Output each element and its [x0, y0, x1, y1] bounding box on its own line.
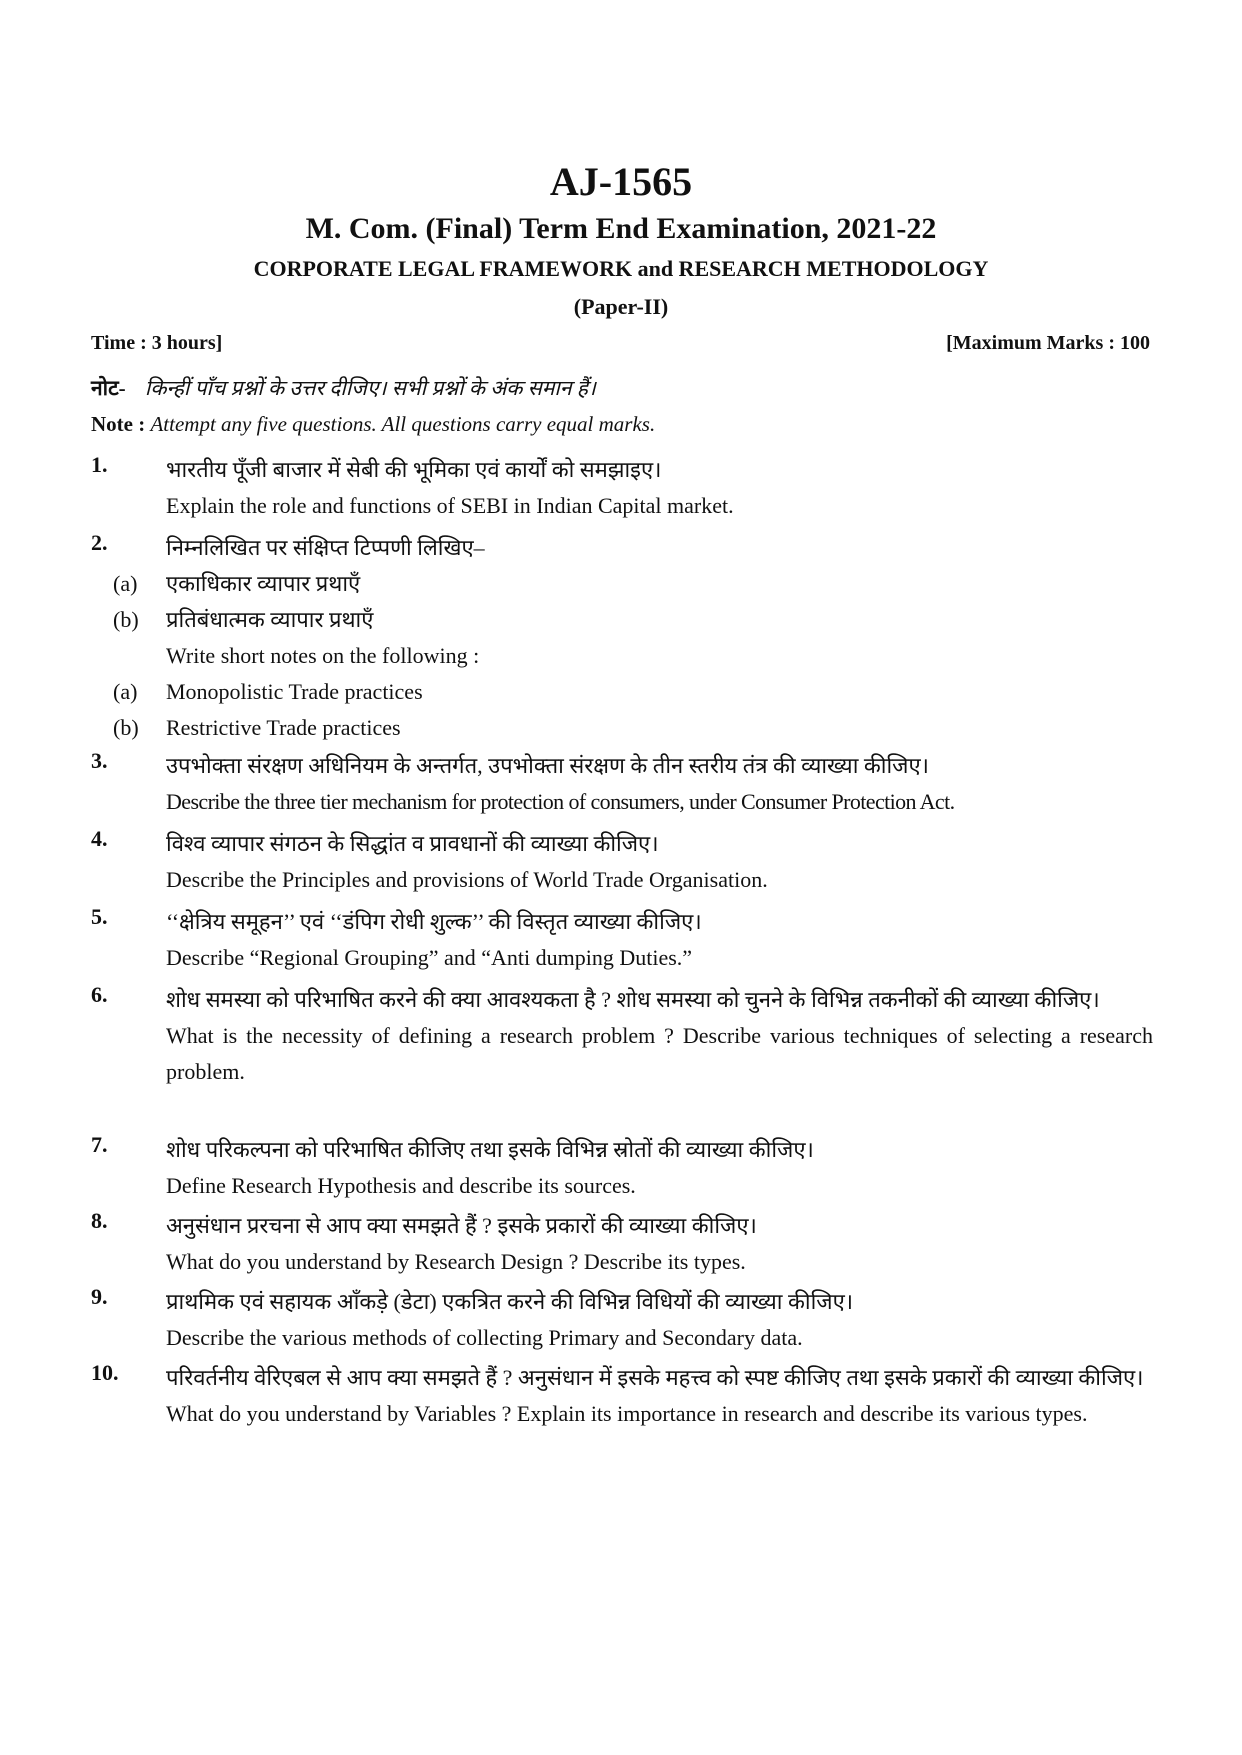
question-6 — [91, 982, 1153, 1090]
question-english: What is the necessity of defining a research problem ? Describe various techniques of selecting a research problem. — [166, 1023, 1153, 1084]
question-number: 8. — [91, 1208, 108, 1233]
subpart-a-hindi: (a) एकाधिकार व्यापार प्रथाएँ — [166, 566, 1153, 602]
question-english: Describe the Principles and provisions of World Trade Organisation. — [166, 867, 768, 892]
subpart-b-english: (b) Restrictive Trade practices — [166, 710, 1153, 746]
question-9 — [91, 1284, 1153, 1356]
time-allowed: Time : 3 hours] — [91, 332, 223, 354]
subpart-label: (b) — [113, 715, 139, 740]
note-hindi-text: किन्हीं पाँच प्रश्नों के उत्तर दीजिए। सभी प्रश्नों के अंक समान हैं। — [144, 376, 596, 400]
subpart-a-english: (a) Monopolistic Trade practices — [166, 674, 1153, 710]
question-hindi: शोध समस्या को परिभाषित करने की क्या आवश्यकता है ? शोध समस्या को चुनने के विभिन्न तकनीकों की व्याख्या कीजिए। — [166, 987, 1100, 1012]
question-number: 6. — [91, 982, 108, 1007]
note-hindi — [91, 374, 596, 402]
question-hindi: प्राथमिक एवं सहायक आँकड़े (डेटा) एकत्रित करने की विभिन्न विधियों की व्याख्या कीजिए। — [166, 1289, 854, 1314]
question-english: Describe the various methods of collecting Primary and Secondary data. — [166, 1325, 803, 1350]
maximum-marks: [Maximum Marks : 100 — [946, 332, 1150, 354]
question-hindi: ‘‘क्षेत्रिय समूहन’’ एवं ‘‘डंपिग रोधी शुल्क’’ की विस्तृत व्याख्या कीजिए। — [166, 909, 702, 934]
question-number: 10. — [91, 1360, 119, 1385]
question-hindi: भारतीय पूँजी बाजार में सेबी की भूमिका एवं कार्यों को समझाइए। — [166, 457, 662, 482]
question-5 — [91, 904, 1153, 976]
question-number: 1. — [91, 452, 108, 477]
question-7 — [91, 1132, 1153, 1204]
question-hindi: अनुसंधान प्ररचना से आप क्या समझते हैं ? इसके प्रकारों की व्याख्या कीजिए। — [166, 1213, 757, 1238]
note-english-label: Note : — [91, 412, 146, 436]
paper-code: AJ-1565 — [549, 159, 693, 204]
question-4 — [91, 826, 1153, 898]
question-number: 5. — [91, 904, 108, 929]
question-english: Describe the three tier mechanism for protection of consumers, under Consumer Protection Act. — [166, 789, 955, 814]
question-english: What do you understand by Variables ? Explain its importance in research and describe its various types. — [166, 1401, 1088, 1426]
question-hindi: निम्नलिखित पर संक्षिप्त टिप्पणी लिखिए– — [166, 535, 485, 560]
question-number: 2. — [91, 530, 108, 555]
question-english: What do you understand by Research Design ? Describe its types. — [166, 1249, 746, 1274]
question-english: Describe “Regional Grouping” and “Anti dumping Duties.” — [166, 945, 693, 970]
subpart-label: (a) — [113, 679, 138, 704]
exam-title: M. Com. (Final) Term End Examination, 2021-22 — [305, 212, 937, 245]
question-hindi: परिवर्तनीय वेरिएबल से आप क्या समझते हैं ? अनुसंधान में इसके महत्त्व को स्पष्ट कीजिए तथा इसके प्रकारों की व्याख्या कीजिए। — [166, 1365, 1144, 1390]
question-8 — [91, 1208, 1153, 1280]
paper-number: (Paper-II) — [573, 294, 669, 319]
question-hindi: विश्व व्यापार संगठन के सिद्धांत व प्रावधानों की व्याख्या कीजिए। — [166, 831, 659, 856]
subpart-label: (b) — [113, 607, 139, 632]
question-2 — [91, 530, 1153, 746]
subpart-label: (a) — [113, 571, 138, 596]
note-english — [91, 412, 655, 437]
question-3 — [91, 748, 1153, 820]
question-number: 7. — [91, 1132, 108, 1157]
question-number: 3. — [91, 748, 108, 773]
question-1 — [91, 452, 1153, 524]
note-english-text: Attempt any five questions. All questions carry equal marks. — [150, 412, 656, 436]
question-10 — [91, 1360, 1153, 1432]
question-english: Explain the role and functions of SEBI in Indian Capital market. — [166, 493, 734, 518]
question-english: Define Research Hypothesis and describe its sources. — [166, 1173, 636, 1198]
note-hindi-label: नोट- — [91, 376, 126, 400]
question-english: Write short notes on the following : — [166, 643, 480, 668]
question-hindi: उपभोक्ता संरक्षण अधिनियम के अन्तर्गत, उपभोक्ता संरक्षण के तीन स्तरीय तंत्र की व्याख्या कीजिए। — [166, 753, 930, 778]
question-number: 4. — [91, 826, 108, 851]
subject-title: CORPORATE LEGAL FRAMEWORK and RESEARCH METHODOLOGY — [253, 256, 989, 281]
subpart-b-hindi: (b) प्रतिबंधात्मक व्यापार प्रथाएँ — [166, 602, 1153, 638]
question-number: 9. — [91, 1284, 108, 1309]
question-hindi: शोध परिकल्पना को परिभाषित कीजिए तथा इसके विभिन्न स्रोतों की व्याख्या कीजिए। — [166, 1137, 814, 1162]
